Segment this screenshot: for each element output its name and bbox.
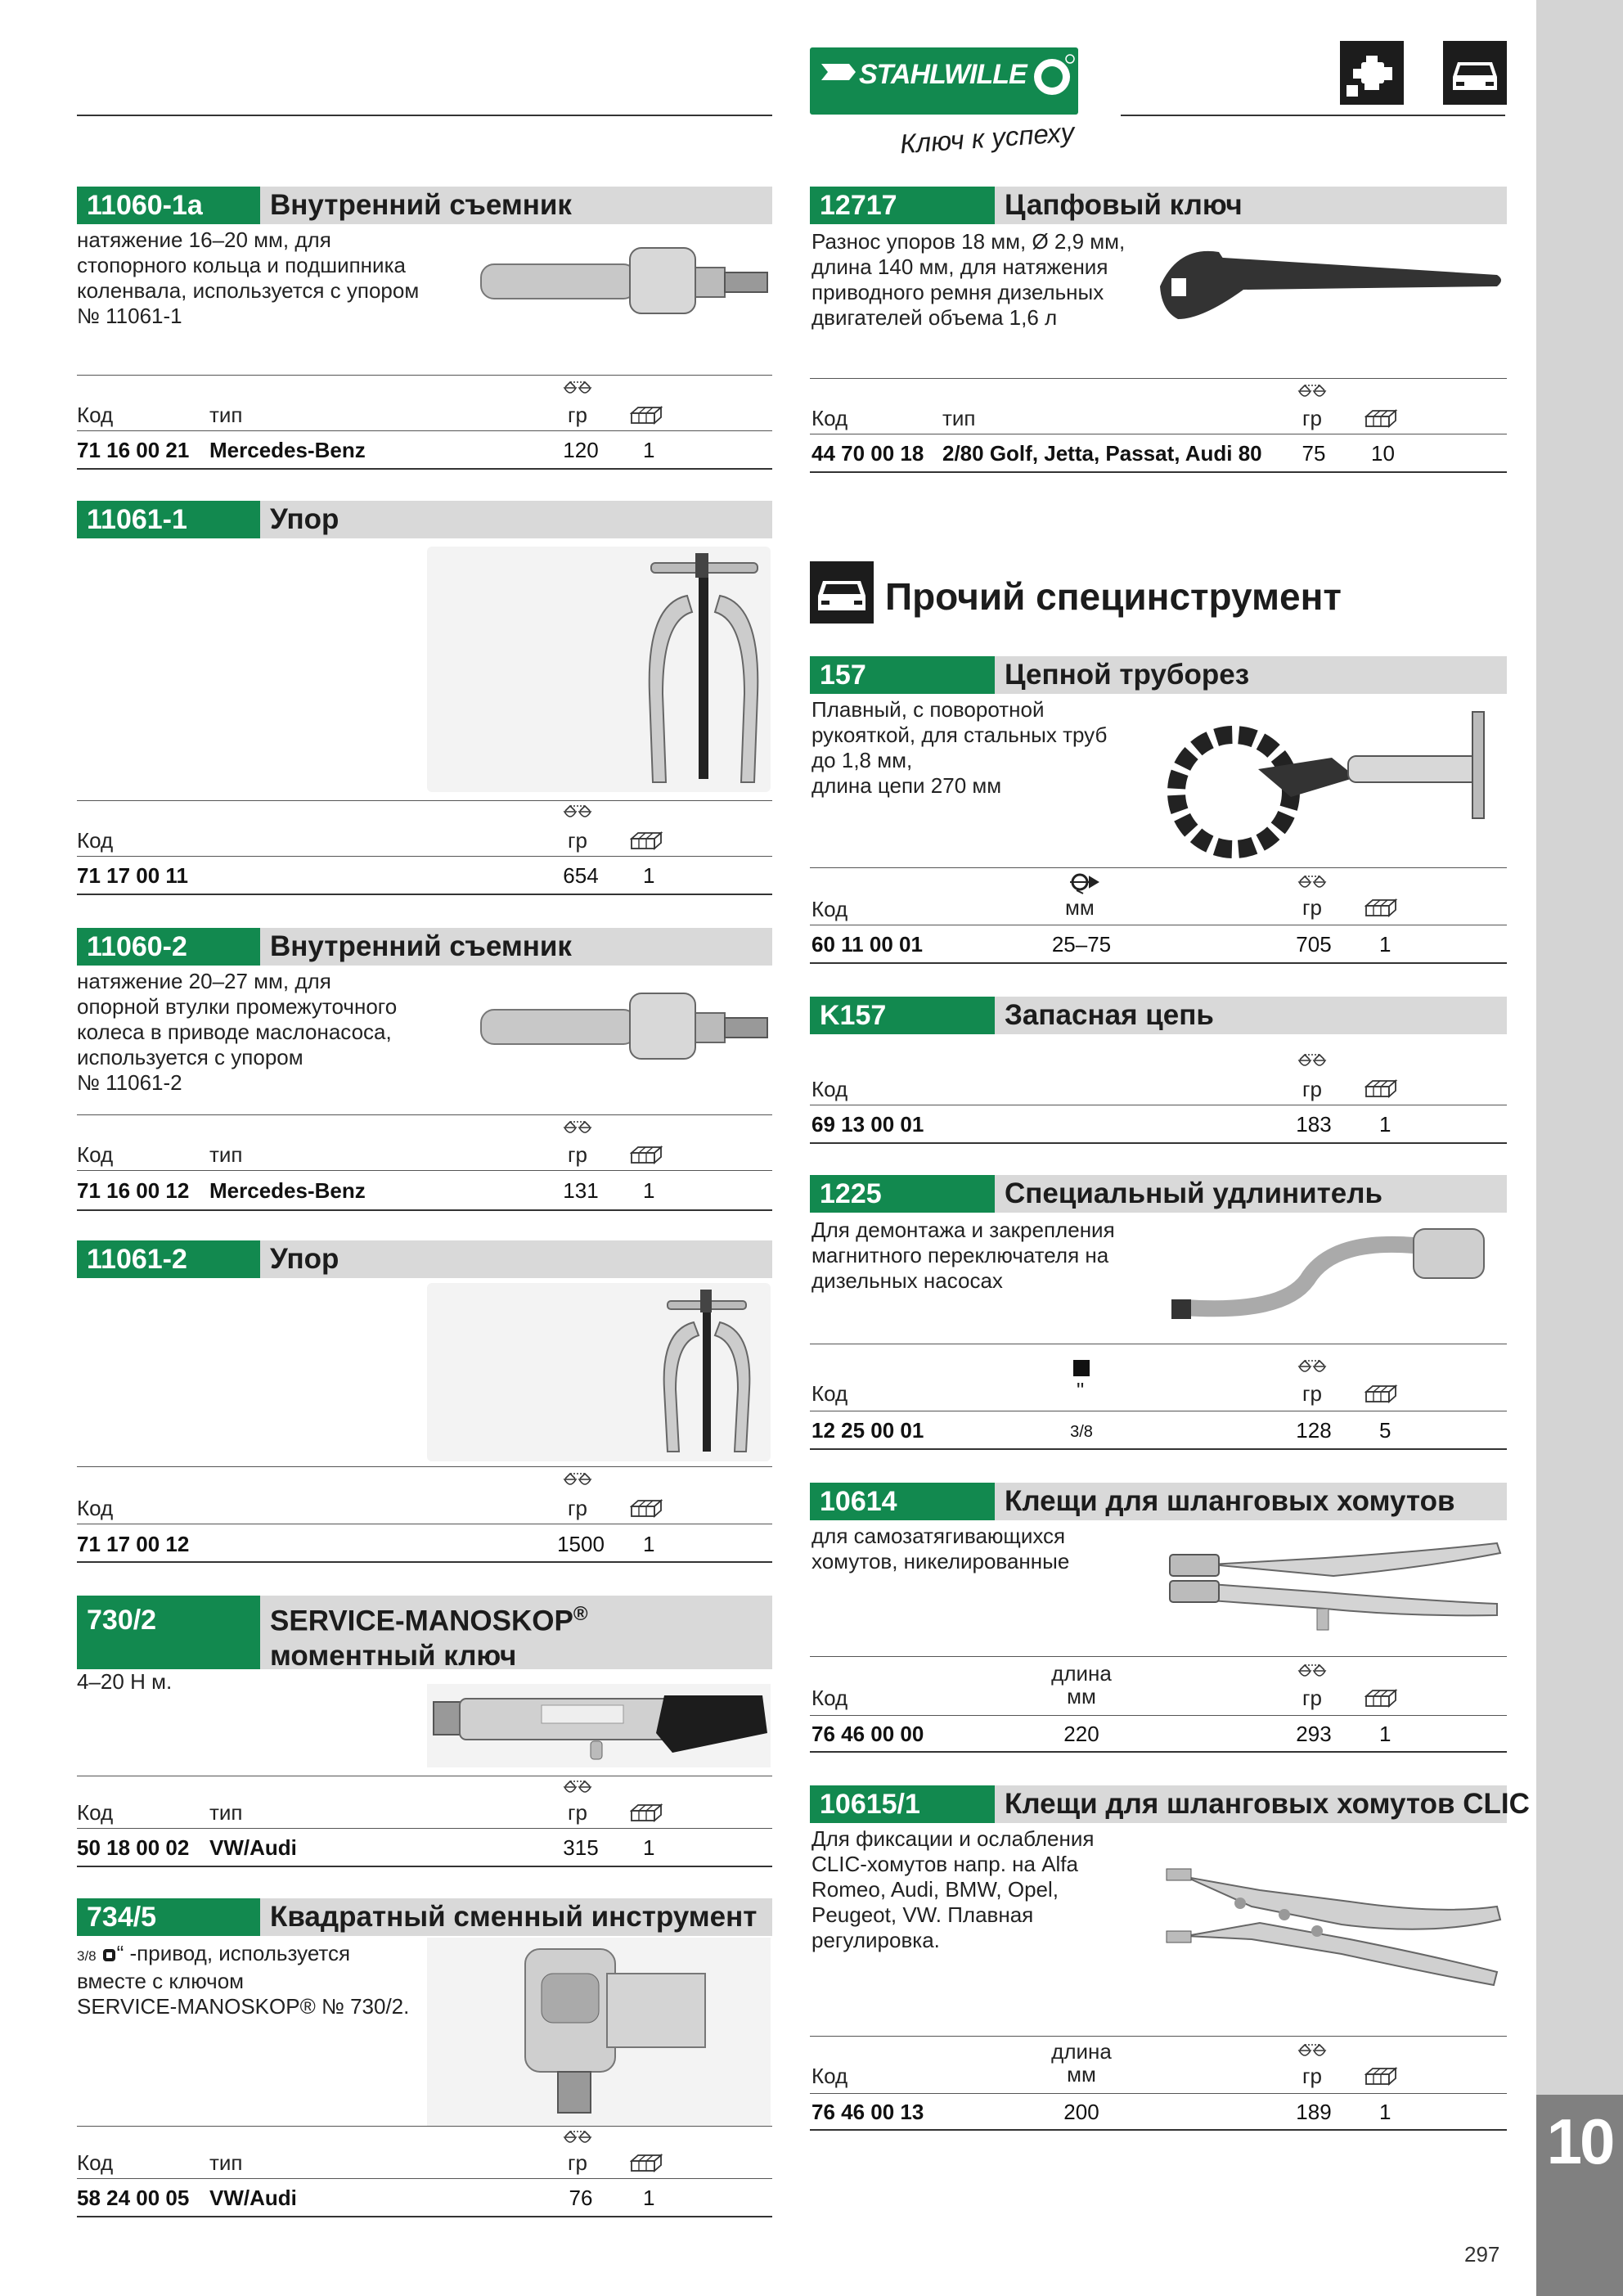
product-header-10615-1: [810, 1785, 1530, 1823]
product-number: K157: [810, 997, 995, 1034]
section-title: Прочий специнструмент: [885, 575, 1342, 618]
divider: [77, 856, 772, 857]
length-label: длина: [1051, 2039, 1112, 2064]
product-number: 11060-1a: [77, 187, 260, 224]
product-description: Разнос упоров 18 мм, Ø 2,9 мм, длина 140 мм, для натяжения приводного ремня дизельных двигателей объема 1,6 л: [812, 229, 1126, 330]
divider: [77, 1466, 772, 1467]
weight-value: 131: [563, 1178, 599, 1203]
row-end-rule: [77, 1209, 772, 1211]
weight-scale-icon: [563, 2131, 592, 2149]
gram-label: гр: [1302, 895, 1322, 920]
package-icon: [1364, 1384, 1399, 1405]
code-label: Код: [77, 2150, 114, 2175]
package-icon: [1364, 408, 1399, 430]
divider: [77, 1114, 772, 1115]
length-label: длина: [1051, 1661, 1112, 1686]
brand-logo: STAHLWILLE: [810, 47, 1078, 115]
divider: [77, 2178, 772, 2179]
weight-value: 128: [1296, 1418, 1332, 1443]
row-end-rule: [810, 1751, 1507, 1753]
code-label: Код: [812, 2064, 848, 2088]
type-value: VW/Audi: [209, 1835, 297, 1860]
type-label: тип: [209, 2150, 243, 2175]
top-rule-left: [77, 115, 772, 116]
pack-value: 1: [1379, 1112, 1391, 1137]
gram-label: гр: [1302, 1381, 1322, 1406]
code-label: Код: [812, 1686, 848, 1710]
type-value: VW/Audi: [209, 2186, 297, 2210]
length-value: 220: [1063, 1722, 1099, 1746]
code-label: Код: [812, 1077, 848, 1101]
product-image-support-puller: [638, 547, 769, 792]
pack-value: 1: [643, 863, 655, 888]
product-header-11061-2: [77, 1240, 772, 1278]
row-end-rule: [810, 1142, 1507, 1144]
code-label: Код: [812, 1381, 848, 1406]
mm-label: мм: [1065, 895, 1095, 920]
weight-scale-icon: [563, 1121, 592, 1139]
divider: [810, 1715, 1507, 1716]
product-description: 4–20 Н м.: [77, 1669, 173, 1694]
product-number: 10615/1: [810, 1785, 995, 1823]
weight-scale-icon: [563, 381, 592, 399]
product-title: Клещи для шланговых хомутов: [1005, 1485, 1455, 1517]
length-value: 200: [1063, 2100, 1099, 2124]
divider: [77, 375, 772, 376]
product-image-chain-pipe-cutter: [1160, 709, 1505, 869]
product-header-157: [810, 656, 1507, 694]
code-label: Код: [77, 403, 114, 427]
code-label: Код: [77, 1496, 114, 1520]
car-icon: [1443, 41, 1507, 105]
order-code[interactable]: 71 17 00 11: [77, 863, 188, 888]
product-description: 3/8 “ -привод, используется вместе с ключом SERVICE-MANOSKOP® № 730/2.: [77, 1941, 410, 2019]
page-number: 297: [1464, 2242, 1500, 2267]
product-header-k157: [810, 997, 1507, 1034]
engine-icon: [1340, 41, 1404, 105]
pack-value: 1: [1379, 1722, 1391, 1746]
product-number: 730/2: [77, 1596, 260, 1669]
divider: [810, 378, 1507, 379]
row-end-rule: [77, 894, 772, 895]
package-icon: [1364, 2066, 1399, 2087]
gram-label: гр: [568, 1496, 587, 1520]
product-number: 11061-2: [77, 1240, 260, 1278]
weight-value: 75: [1302, 441, 1326, 466]
brand-tagline: Ключ к успеху: [898, 116, 1076, 160]
weight-scale-icon: [563, 1473, 592, 1491]
divider: [77, 1828, 772, 1829]
divider: [810, 867, 1507, 868]
product-title: Цапфовый ключ: [1005, 189, 1243, 221]
package-icon: [630, 831, 664, 852]
product-number: 734/5: [77, 1898, 260, 1936]
pack-value: 10: [1371, 441, 1395, 466]
product-number: 11061-1: [77, 501, 260, 538]
divider: [77, 800, 772, 801]
product-image-clic-pliers: [1162, 1857, 1505, 1997]
car-icon: [810, 561, 874, 624]
row-end-rule: [810, 2129, 1507, 2131]
top-rule-right: [1121, 115, 1505, 116]
product-title: Упор: [270, 503, 339, 535]
order-code[interactable]: 76 46 00 00: [812, 1722, 924, 1746]
weight-value: 705: [1296, 932, 1332, 957]
product-header-11060-2: [77, 928, 772, 966]
type-value: Mercedes-Benz: [209, 438, 366, 462]
product-header-11060-1a: [77, 187, 772, 224]
pack-value: 1: [643, 438, 655, 462]
weight-scale-icon: [1297, 1360, 1327, 1378]
type-label: тип: [209, 403, 243, 427]
square-drive-icon: [1073, 1360, 1090, 1376]
product-number: 157: [810, 656, 995, 694]
code-label: Код: [77, 828, 114, 853]
gram-label: гр: [568, 828, 587, 853]
product-header-730-2: [77, 1596, 772, 1672]
product-header-12717: [810, 187, 1507, 224]
weight-scale-icon: [1297, 1054, 1327, 1072]
type-label: тип: [209, 1800, 243, 1825]
code-label: Код: [812, 897, 848, 921]
mm-label: мм: [1067, 2062, 1096, 2087]
package-icon: [630, 1498, 664, 1519]
order-code[interactable]: 58 24 00 05: [77, 2186, 190, 2210]
product-image-inner-puller: [474, 979, 769, 1077]
product-title: SERVICE-MANOSKOP® моментный ключ: [270, 1603, 588, 1672]
package-icon: [630, 405, 664, 426]
gram-label: гр: [568, 403, 587, 427]
divider: [77, 2126, 772, 2127]
order-code[interactable]: 44 70 00 18: [812, 441, 924, 466]
product-title: Запасная цепь: [1005, 999, 1214, 1031]
pack-value: 1: [643, 2186, 655, 2210]
product-description: натяжение 20–27 мм, для опорной втулки промежуточного колеса в приводе маслонасоса, используется с упором № 11061-2: [77, 969, 398, 1095]
gram-label: гр: [1302, 2064, 1322, 2088]
product-header-11061-1: [77, 501, 772, 538]
gram-label: гр: [1302, 406, 1322, 430]
pack-value: 1: [1379, 932, 1391, 957]
product-title: Квадратный сменный инструмент: [270, 1901, 758, 1933]
row-end-rule: [77, 1866, 772, 1867]
divider: [810, 2036, 1507, 2037]
code-label: Код: [77, 1800, 114, 1825]
weight-scale-icon: [1297, 385, 1327, 403]
order-code[interactable]: 71 16 00 21: [77, 438, 190, 462]
chapter-sidebar: [1536, 0, 1623, 2296]
product-image-inner-puller: [474, 233, 769, 331]
type-label: тип: [942, 406, 976, 430]
pack-value: 1: [1379, 2100, 1391, 2124]
order-code[interactable]: 50 18 00 02: [77, 1835, 190, 1860]
product-title: Цепной труборез: [1005, 659, 1250, 691]
package-icon: [630, 1803, 664, 1824]
weight-value: 1500: [557, 1532, 605, 1556]
divider: [77, 430, 772, 431]
product-image-pin-wrench: [1153, 237, 1505, 327]
product-description: для самозатягивающихся хомутов, никелированные: [812, 1524, 1070, 1573]
weight-scale-icon: [1297, 2044, 1327, 2062]
row-end-rule: [810, 1448, 1507, 1450]
order-code[interactable]: 12 25 00 01: [812, 1418, 924, 1443]
type-value: 2/80 Golf, Jetta, Passat, Audi 80: [942, 441, 1262, 466]
row-end-rule: [77, 2216, 772, 2217]
order-code[interactable]: 71 17 00 12: [77, 1532, 190, 1556]
product-description: Плавный, с поворотной рукояткой, для стальных труб до 1,8 мм, длина цепи 270 мм: [812, 697, 1108, 798]
product-header-1225: [810, 1175, 1507, 1213]
package-icon: [630, 2153, 664, 2174]
pack-value: 1: [643, 1178, 655, 1203]
product-description: Для фиксации и ослабления CLIC-хомутов напр. на Alfa Romeo, Audi, BMW, Opel, Peugeot, VW. Плавная регулировка.: [812, 1826, 1095, 1952]
product-image-support-puller: [654, 1283, 761, 1461]
product-image-insert-tool: [427, 1938, 771, 2126]
product-title: Специальный удлинитель: [1005, 1177, 1382, 1209]
weight-value: 654: [563, 863, 599, 888]
product-image-extension: [1168, 1222, 1505, 1329]
divider: [810, 1656, 1507, 1657]
package-icon: [1364, 1078, 1399, 1100]
divider: [810, 2093, 1507, 2094]
weight-value: 120: [563, 438, 599, 462]
product-title: Внутренний съемник: [270, 930, 572, 962]
pack-value: 5: [1379, 1418, 1391, 1443]
divider: [77, 1170, 772, 1171]
product-number: 10614: [810, 1483, 995, 1520]
pack-value: 1: [643, 1835, 655, 1860]
product-image-torque-wrench: [427, 1684, 771, 1767]
type-value: Mercedes-Benz: [209, 1178, 366, 1203]
weight-scale-icon: [1297, 876, 1327, 894]
order-code[interactable]: 69 13 00 01: [812, 1112, 924, 1137]
product-image-hose-clamp-pliers: [1162, 1535, 1505, 1636]
weight-value: 189: [1296, 2100, 1332, 2124]
product-header-734-5: [77, 1898, 772, 1936]
weight-value: 293: [1296, 1722, 1332, 1746]
code-label: Код: [812, 406, 848, 430]
product-title: Клещи для шланговых хомутов CLIC: [1005, 1788, 1530, 1820]
weight-value: 183: [1296, 1112, 1332, 1137]
mm-label: мм: [1067, 1684, 1096, 1708]
order-code[interactable]: 71 16 00 12: [77, 1178, 190, 1203]
row-end-rule: [77, 1561, 772, 1563]
code-label: Код: [77, 1142, 114, 1167]
product-number: 1225: [810, 1175, 995, 1213]
gram-label: гр: [568, 1142, 587, 1167]
order-code[interactable]: 76 46 00 13: [812, 2100, 924, 2124]
weight-value: 76: [569, 2186, 593, 2210]
gram-label: гр: [1302, 1686, 1322, 1710]
weight-scale-icon: [563, 1781, 592, 1799]
row-end-rule: [810, 471, 1507, 473]
type-label: тип: [209, 1142, 243, 1167]
order-code[interactable]: 60 11 00 01: [812, 932, 923, 957]
square-drive-icon: [103, 1949, 115, 1961]
product-number: 11060-2: [77, 928, 260, 966]
package-icon: [1364, 1688, 1399, 1709]
package-icon: [630, 1145, 664, 1166]
drive-value: 3/8: [1070, 1423, 1093, 1441]
weight-value: 315: [563, 1835, 599, 1860]
product-description: натяжение 16–20 мм, для стопорного кольца и подшипника коленвала, используется с упором № 11061-1: [77, 227, 420, 328]
weight-scale-icon: [1297, 1664, 1327, 1682]
range-value: 25–75: [1051, 932, 1112, 957]
product-title: Упор: [270, 1243, 339, 1275]
weight-scale-icon: [563, 805, 592, 823]
package-icon: [1364, 898, 1399, 919]
product-title: Внутренний съемник: [270, 189, 572, 221]
product-description: Для демонтажа и закрепления магнитного переключателя на дизельных насосах: [812, 1218, 1115, 1293]
row-end-rule: [810, 962, 1507, 964]
pack-value: 1: [643, 1532, 655, 1556]
chapter-tab[interactable]: 10: [1536, 2095, 1623, 2296]
inch-label: ": [1077, 1378, 1085, 1402]
gram-label: гр: [568, 1800, 587, 1825]
gram-label: гр: [568, 2150, 587, 2175]
product-number: 12717: [810, 187, 995, 224]
gram-label: гр: [1302, 1077, 1322, 1101]
row-end-rule: [77, 468, 772, 470]
product-header-10614: [810, 1483, 1507, 1520]
pipe-diameter-icon: [1067, 871, 1099, 895]
